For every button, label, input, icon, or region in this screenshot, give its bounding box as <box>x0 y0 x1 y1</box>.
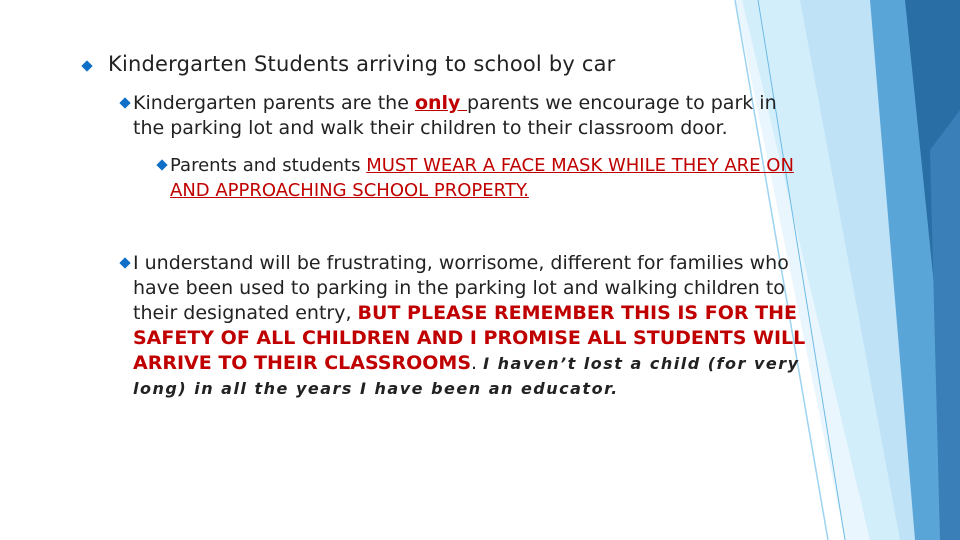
bullet-4-emphasis: BUT PLEASE REMEMBER THIS IS FOR THE SAFETY OF ALL CHILDREN AND I PROMISE ALL STUDENTS WILL ARRIVE TO THEIR CLASSROOMS <box>133 302 806 374</box>
bullet-3 <box>170 153 810 203</box>
bullet-2-text-post: parents we encourage to park in the parking lot and walk their children to their classroom door. <box>133 92 777 139</box>
bullet-diamond-icon <box>156 159 167 170</box>
bullet-diamond-icon <box>119 97 130 108</box>
bullet-4-text-pre: I understand will be frustrating, worrisome, different for families who have been used to parking in the parking lot and walking children to their designated entry, <box>133 252 789 324</box>
bullet-diamond-icon <box>119 257 130 268</box>
bullet-2 <box>133 91 813 141</box>
bullet-1: Kindergarten Students arriving to school by car <box>108 52 616 76</box>
bullet-3-text-pre: Parents and students <box>170 155 367 176</box>
bullet-4 <box>133 251 808 401</box>
bullet-2-emphasis: only <box>414 92 468 114</box>
bullet-2-text-pre: Kindergarten parents are the <box>133 92 415 114</box>
bullet-diamond-icon <box>81 60 92 71</box>
bullet-3-emphasis: MUST WEAR A FACE MASK WHILE THEY ARE ON AND APPROACHING SCHOOL PROPERTY. <box>170 155 794 201</box>
bullet-4-dot: . <box>471 352 484 374</box>
bullet-4-italic-note: I haven’t lost a child (for very long) in all the years I have been an educator. <box>133 354 800 398</box>
